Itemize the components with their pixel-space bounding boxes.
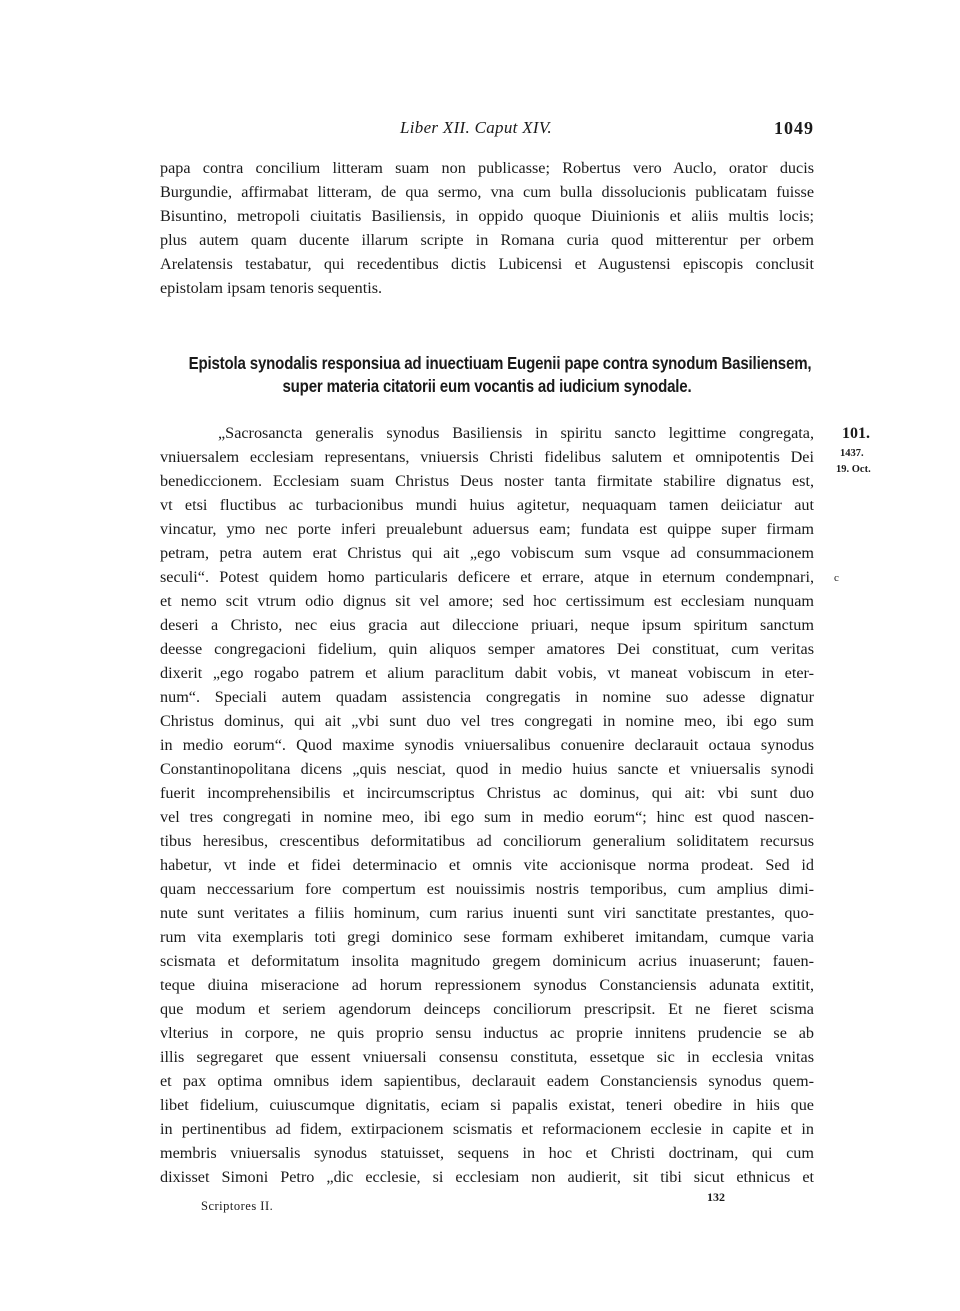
body-line: tibus heresibus, crescentibus deformitatibus ad conciliorum generalium soliditatem recursus [160, 832, 814, 850]
body-line: et pax optima omnibus idem sapientibus, declarauit eadem Constanciensis synodus quem- [160, 1072, 814, 1090]
margin-year: 1437. [840, 448, 864, 459]
margin-doc-number: 101. [842, 425, 870, 442]
body-line: in medio eorum“. Quod maxime synodis vniuersalibus conuenire declarauit octaua synodus [160, 736, 814, 754]
body-line: Constantinopolitana dicens „quis nesciat, quod in medio huius sancte et vniuersalis synodi [160, 760, 814, 778]
running-title: Liber XII. Caput XIV. [400, 118, 552, 137]
body-line: benediccionem. Ecclesiam suam Christus Deus noster tanta firmitate stabilire dignatus est, [160, 472, 814, 490]
intro-line: Burgundie, affirmabat litteram, de qua sermo, vna cum bulla dissolucionis publicatam fuisse [160, 183, 814, 201]
margin-mark: c [834, 572, 839, 584]
body-line: petram, petra autem erat Christus qui ait „ego vobiscum sum vsque ad consummacionem [160, 544, 814, 562]
intro-line: Arelatensis testabatur, qui recedentibus dictis Lubicensi et Augustensi episcopis conclusit [160, 255, 814, 273]
running-head [160, 118, 814, 144]
printer-signature: Scriptores II. [201, 1199, 274, 1213]
body-line: vel tres congregati in nomine meo, ibi ego sum in medio eorum“; hinc est quod nascen- [160, 808, 814, 826]
body-line: fuerit incomprehensibilis et incircumscriptus Christus ac dominus, qui ait: vbi sunt duo [160, 784, 814, 802]
section-heading-line-2: super materia citatorii eum vocantis ad iudicium synodale. [282, 376, 692, 396]
body-line: quam neccessarium fore compertum est nouissimis nostris temporibus, cum amplius dimi- [160, 880, 814, 898]
body-line: deseri a Christo, nec eius gracia aut dileccione priuari, neque ipsum spiritum sanctum [160, 616, 814, 634]
body-line: teque diuina miseracione ad horum repressionem synodus Constanciensis adunata extitit, [160, 976, 814, 994]
page-number: 1049 [774, 118, 814, 138]
body-line: membris vniuersalis synodus statuisset, sequens in hoc et Christi doctrinam, qui cum [160, 1144, 814, 1162]
body-line: et nemo scit vtrum odio dignus sit vel amore; sed hoc certissimum est ecclesiam nunquam [160, 592, 814, 610]
intro-line: plus autem quam ducente illarum scripte in Romana curia quod mitterentur per orbem [160, 231, 814, 249]
body-line: dixerit „ego rogabo patrem et alium paraclitum dabit vobis, vt maneat vobiscum in eter- [160, 664, 814, 682]
section-heading [140, 352, 834, 398]
body-line: num“. Speciali autem quadam assistencia congregatis in nomine suo adesse dignatur [160, 688, 814, 706]
body-line: vlterius in corpore, ne quis proprio sensu inductus ac proprie innitens prudencie se ab [160, 1024, 814, 1042]
intro-line: epistolam ipsam tenoris sequentis. [160, 279, 383, 297]
body-line: vniuersalem ecclesiam representans, vniuersis Christi fidelibus salutem et omnipotentis Dei [160, 448, 814, 466]
body-line: „Sacrosancta generalis synodus Basiliensis in spiritu sancto legittime congregata, [218, 424, 814, 442]
body-line: nute sunt veritates a filiis hominum, cum rarius inuenti sunt viri sanctitate prestantes, quo- [160, 904, 814, 922]
body-line: rum vita exemplaris toti gregi dominico sese formam exhiberet imitandam, cumque varia [160, 928, 814, 946]
body-line: dixisset Simoni Petro „dic ecclesie, si ecclesiam non audierit, sit tibi sicut ethnicus et [160, 1168, 814, 1186]
intro-line: papa contra concilium litteram suam non publicasse; Robertus vero Auclo, orator ducis [160, 159, 814, 177]
intro-paragraph [160, 156, 814, 300]
body-line: habetur, vt inde et fidei determinacio et omnis vite accionisque norma prodeat. Sed id [160, 856, 814, 874]
section-heading-line-1: Epistola synodalis responsiua ad inuectiuam Eugenii pape contra synodum Basiliensem, [188, 353, 812, 373]
body-line: que modum et seriem agendorum deinceps conciliorum prescripsit. Et ne fieret scisma [160, 1000, 814, 1018]
body-line: libet fidelium, cuiuscumque dignitatis, eciam si papalis existat, teneri obedire in hiis que [160, 1096, 814, 1114]
body-line: in pertinentibus ad fidem, extirpacionem scismatis et reformacionem ecclesie in capite et in [160, 1120, 814, 1138]
body-line: vincatur, ymo nec porte inferi preualebunt aduersus eam; fundata est quippe super firmam [160, 520, 814, 538]
margin-date: 19. Oct. [836, 464, 871, 475]
body-line: vt etsi fluctibus ac turbacionibus mundi huius agitetur, nequaquam tamen deiiciatur aut [160, 496, 814, 514]
sheet-number: 132 [707, 1190, 725, 1204]
body-line: Christus dominus, qui ait „vbi sunt duo vel tres congregati in nomine meo, ibi ego sum [160, 712, 814, 730]
body-line: illis segregaret que essent vniuersali consensu constituta, essetque sic in ecclesia vnitas [160, 1048, 814, 1066]
letter-body [160, 421, 814, 1189]
body-line: scismata et deformitatum insolita magnitudo gregem dominicum acrius inuaserunt; fauen- [160, 952, 814, 970]
body-line: seculi“. Potest quidem homo particularis deficere et errare, atque in eternum condempnari, [160, 568, 814, 586]
body-line: deesse congregacioni fidelium, quin aliquos semper amatores Dei constituat, cum veritas [160, 640, 814, 658]
intro-line: Bisuntino, metropoli ciuitatis Basiliensis, in oppido quoque Diuinionis et aliis multis locis; [160, 207, 814, 225]
